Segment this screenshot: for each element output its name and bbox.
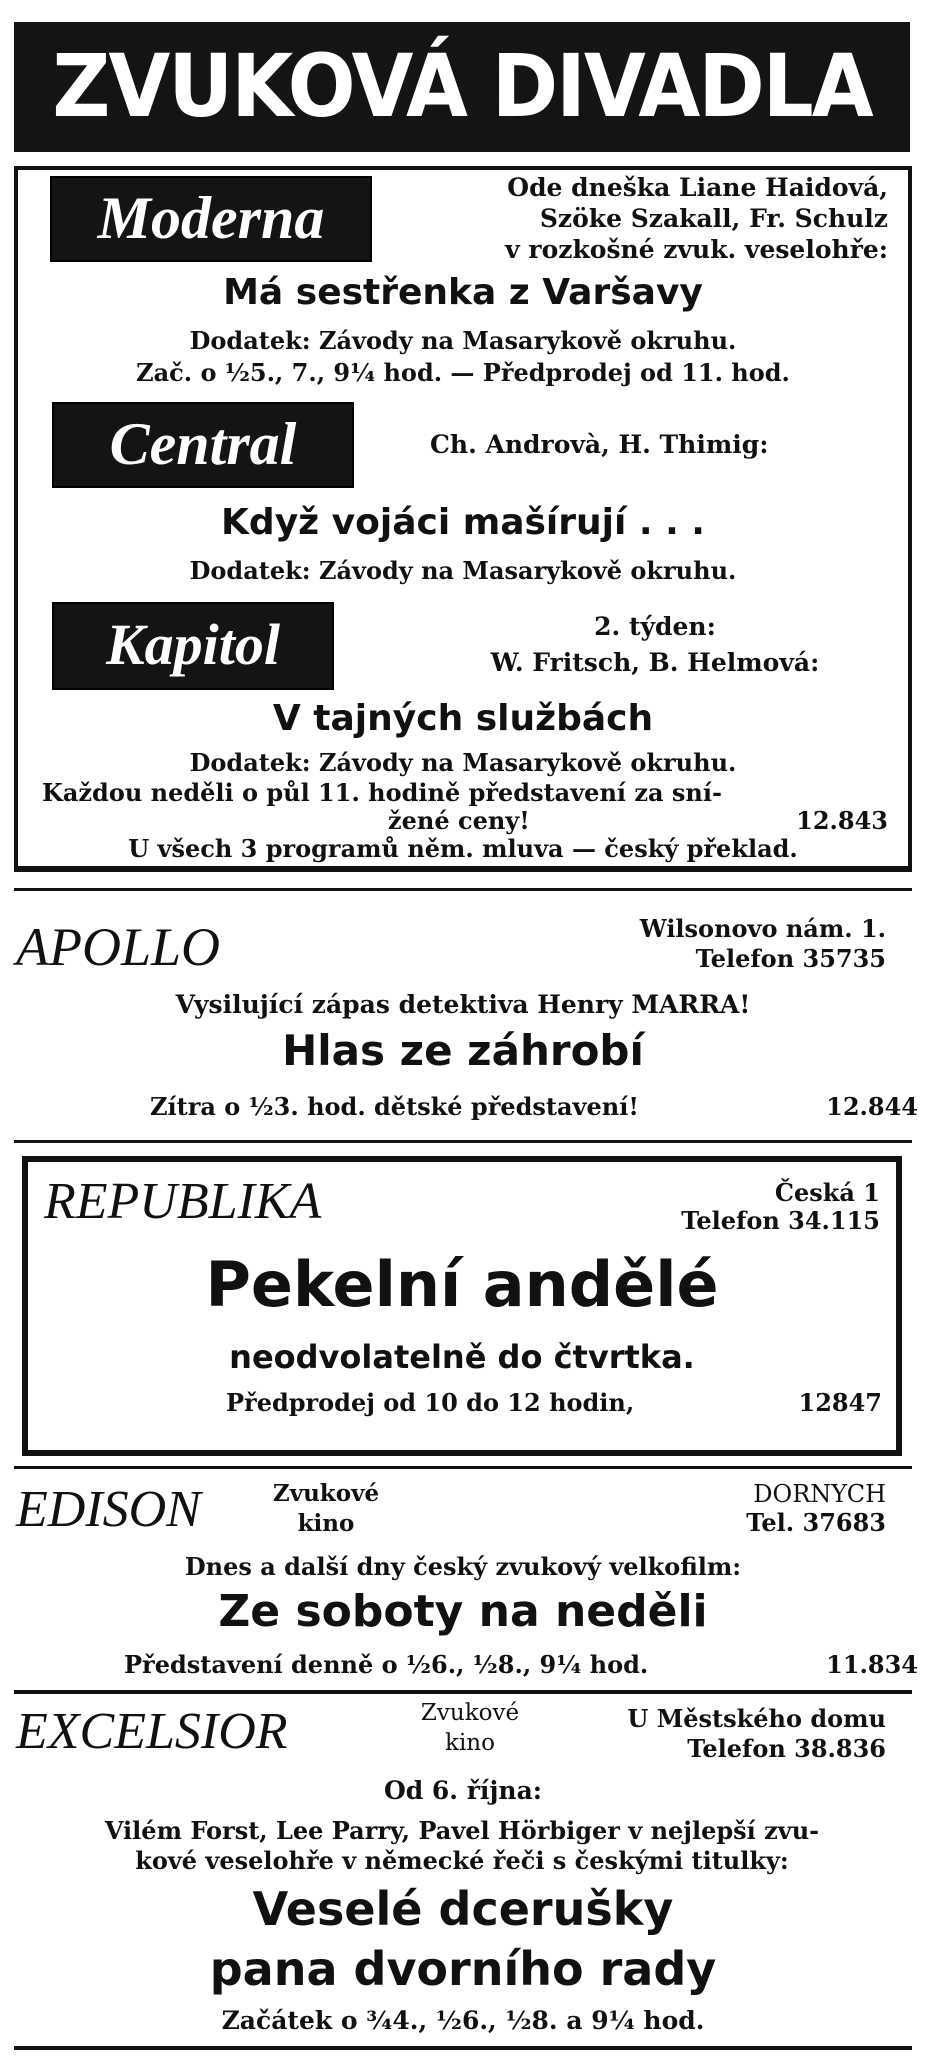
excelsior-address: U Městského domu [627,1704,886,1733]
edison-description: Dnes a další dny český zvukový velkofilm: [184,1552,742,1581]
moderna-times: Zač. o ½5., 7., 9¼ hod. — Předprodej od 11. hod. [136,358,790,387]
edison-times: Představení denně o ½6., ½8., 9¼ hod. [124,1650,649,1679]
republika-code: 12847 [798,1388,882,1417]
frame-right [908,166,912,870]
excelsior-phone: Telefon 38.836 [687,1734,886,1763]
edison-label-1: Zvukové [272,1480,380,1507]
central-cast: Ch. Androvà, H. Thimig: [430,430,769,459]
central-extra: Dodatek: Závody na Masarykově okruhu. [189,556,737,585]
excelsior-label-2: kino [445,1730,495,1756]
edison-address: DORNYCH [753,1480,886,1508]
republika-presale: Předprodej od 10 do 12 hodin, [226,1388,635,1417]
kapitol-sunday-1: Každou neděli o půl 11. hodině představení za sní- [42,778,722,807]
divider [14,166,912,170]
central-film-title: Když vojáci mašírují . . . [221,502,705,543]
excelsior-date: Od 6. října: [383,1776,543,1805]
republika-name: REPUBLIKA [44,1173,322,1230]
moderna-intro: Ode dneška Liane Haidová, Szöke Szakall, Fr. Schulz v rozkošné zvuk. veselohře: [505,173,888,264]
apollo-phone: Telefon 35735 [695,944,886,973]
frame-left [14,166,18,870]
republika-note: neodvolatelně do čtvrtka. [229,1338,695,1376]
divider [14,2046,912,2050]
moderna-film-title: Má sestřenka z Varšavy [223,272,703,313]
divider [14,1466,912,1469]
divider [14,866,912,872]
kapitol-extra: Dodatek: Závody na Masarykově okruhu. [189,748,737,777]
edison-film-title: Ze soboty na neděli [218,1586,708,1637]
kapitol-language: U všech 3 programů něm. mluva — český překlad. [128,834,798,863]
republika-film-title: Pekelní andělé [205,1248,719,1321]
excelsior-name: EXCELSIOR [16,1703,288,1760]
divider [14,888,912,891]
kapitol-code: 12.843 [796,806,888,835]
kapitol-week: 2. týden: [594,612,716,641]
kapitol-logo: Kapitol [52,602,334,690]
apollo-film-title: Hlas ze záhrobí [282,1026,644,1075]
kapitol-film-title: V tajných službách [272,698,654,739]
edison-label-2: kino [297,1510,355,1537]
header-banner [14,22,910,152]
edison-phone: Tel. 37683 [746,1508,886,1537]
republika-address: Česká 1 [774,1178,880,1207]
excelsior-times: Začátek o ¾4., ½6., ½8. a 9¼ hod. [221,2006,705,2035]
edison-name: EDISON [16,1481,201,1538]
apollo-name: APOLLO [16,917,221,977]
kapitol-cast: W. Fritsch, B. Helmová: [490,648,820,677]
apollo-address: Wilsonovo nám. 1. [639,914,886,943]
excelsior-description-2: kové veselohře v německé řeči s českými titulky: [135,1846,789,1875]
divider [14,1690,912,1694]
banner-title: ZVUKOVÁ DIVADLA [52,36,872,137]
excelsior-label-1: Zvukové [420,1700,520,1726]
kapitol-sunday-2: žené ceny! [388,806,530,835]
excelsior-description-1: Vilém Forst, Lee Parry, Pavel Hörbiger v nejlepší zvu- [104,1816,820,1845]
apollo-description: Vysilující zápas detektiva Henry MARRA! [175,990,751,1019]
apollo-note: Zítra o ½3. hod. dětské představení! [150,1092,639,1121]
moderna-logo: Moderna [50,176,372,262]
central-logo: Central [52,402,354,488]
excelsior-film-title-1: Veselé dceruškу [252,1882,674,1936]
edison-code: 11.834 [826,1650,918,1679]
apollo-code: 12.844 [826,1092,918,1121]
republika-phone: Telefon 34.115 [681,1206,880,1235]
moderna-extra: Dodatek: Závody na Masarykově okruhu. [189,326,737,355]
divider [14,1140,912,1143]
excelsior-film-title-2: pana dvorního rady [209,1942,717,1996]
